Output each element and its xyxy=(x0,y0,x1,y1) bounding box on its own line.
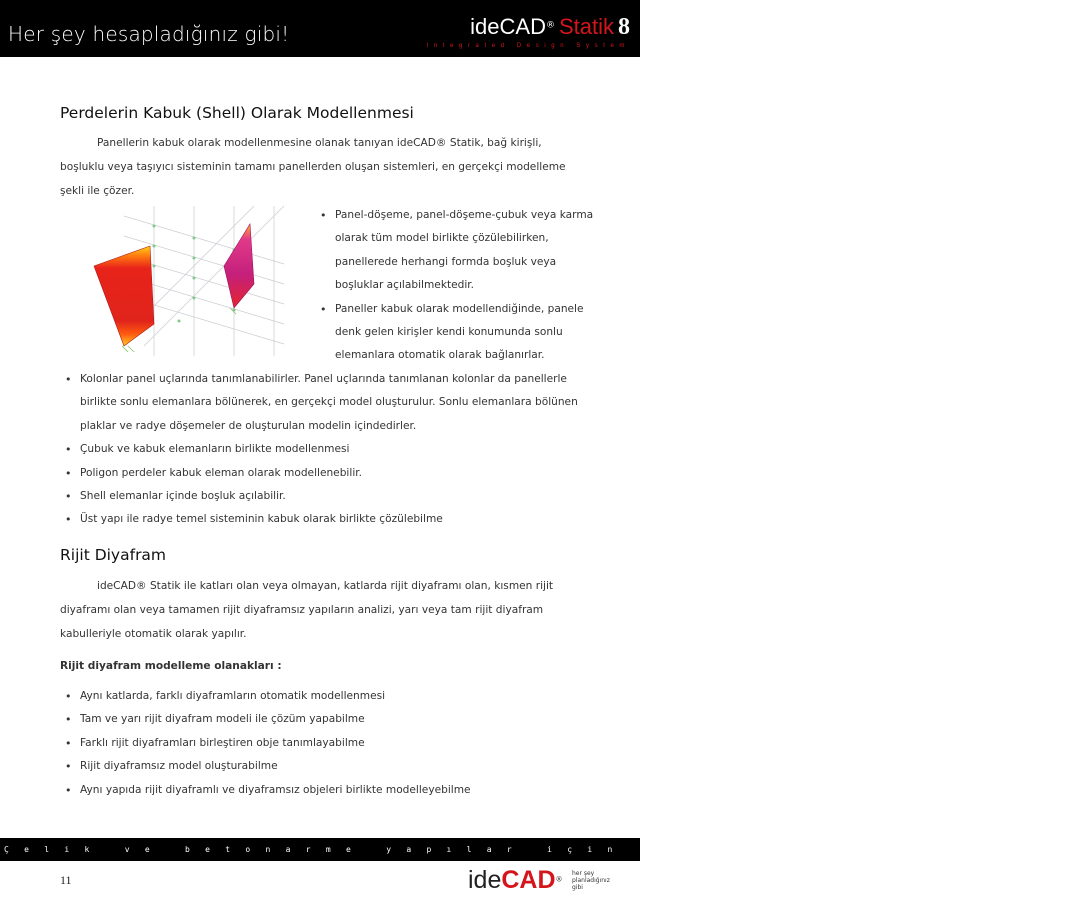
brand-statik: Statik xyxy=(558,14,614,39)
list-item: • Tam ve yarı rijit diyafram modeli ile çözüm yapabilme xyxy=(62,708,592,731)
footer-slogan-line: planladığınız xyxy=(572,877,610,884)
list-item: • Üst yapı ile radye temel sisteminin kabuk olarak birlikte çözülebilme xyxy=(62,508,592,531)
brand-ide: ideCAD xyxy=(470,14,546,39)
section1-intro-text: Panellerin kabuk olarak modellenmesine olanak tanıyan ideCAD® Statik, bağ kirişli, boşluklu veya taşıyıcı sisteminin tamamı panellerden oluşan sistemleri, en gerçekçi modelleme şekli ile çözer. xyxy=(60,137,566,197)
header-tagline: Her şey hesapladığınız gibi! xyxy=(8,22,290,46)
list-item: • Paneller kabuk olarak modellendiğinde, panele denk gelen kirişler kendi konumunda sonlu elemanlara otomatik olarak bağlanırlar. xyxy=(317,298,599,368)
list-item: • Rijit diyaframsız model oluşturabilme xyxy=(62,755,592,778)
footer-slogan xyxy=(572,870,622,891)
section1-intro xyxy=(60,132,580,203)
list-item: • Farklı rijit diyaframları birleştiren obje tanımlayabilme xyxy=(62,732,592,755)
list-item: • Poligon perdeler kabuk eleman olarak modellenebilir. xyxy=(62,462,592,485)
brand-version: 8 xyxy=(618,14,630,40)
list-item: • Aynı katlarda, farklı diyaframların otomatik modellenmesi xyxy=(62,685,592,708)
list-item: • Çubuk ve kabuk elemanların birlikte modellenmesi xyxy=(62,438,592,461)
section2-subheading: Rijit diyafram modelleme olanakları : xyxy=(60,660,282,672)
footer-logo-cad: CAD xyxy=(501,866,556,894)
section1-title: Perdelerin Kabuk (Shell) Olarak Modellenmesi xyxy=(60,104,414,122)
brand-logo xyxy=(470,14,630,41)
list-item: • Panel-döşeme, panel-döşeme-çubuk veya karma olarak tüm model birlikte çözülebilirken, panellerede herhangi formda boşluk veya boşluklar açılabilmektedir. xyxy=(317,204,599,298)
footer-slogan-line: gibi xyxy=(572,884,583,891)
footer-logo-reg: ® xyxy=(555,875,563,884)
section2-bullet-list xyxy=(62,685,592,802)
section2-intro xyxy=(60,575,580,646)
side-bullet-list xyxy=(317,204,599,368)
brand-subtitle: Integrated Design System xyxy=(426,43,630,49)
section2-title: Rijit Diyafram xyxy=(60,546,167,564)
brand-reg: ® xyxy=(545,20,555,31)
footer-logo-ide: ide xyxy=(468,866,502,894)
footer-slogan-line: her şey xyxy=(572,870,595,877)
list-item: • Kolonlar panel uçlarında tanımlanabilirler. Panel uçlarında tanımlanan kolonlar da panellerle birlikte sonlu elemanlara bölünerek, en gerçekçi model oluşturulur. Sonlu elemanlara bölünen plaklar ve radye döşemeler de oluşturulan modelin içindedirler. xyxy=(62,368,592,438)
page-number: 11 xyxy=(60,873,72,887)
header-bar xyxy=(0,0,640,57)
list-item: • Shell elemanlar içinde boşluk açılabilir. xyxy=(62,485,592,508)
section2-intro-text: ideCAD® Statik ile katları olan veya olmayan, katlarda rijit diyaframı olan, kısmen rijit diyaframı olan veya tamamen rijit diyaframsız yapıların analizi, yarı veya tam rijit diyafram kabulleriyle otomatik olarak yapılır. xyxy=(60,580,554,640)
footer-logo xyxy=(468,866,563,895)
section1-bullet-list xyxy=(62,368,592,532)
footer-band: Çelik ve betonarme yapılar için entegre yazılım çözümü xyxy=(0,838,640,861)
list-item: • Aynı yapıda rijit diyaframlı ve diyaframsız objeleri birlikte modelleyebilme xyxy=(62,779,592,802)
shell-model-figure xyxy=(84,206,290,364)
